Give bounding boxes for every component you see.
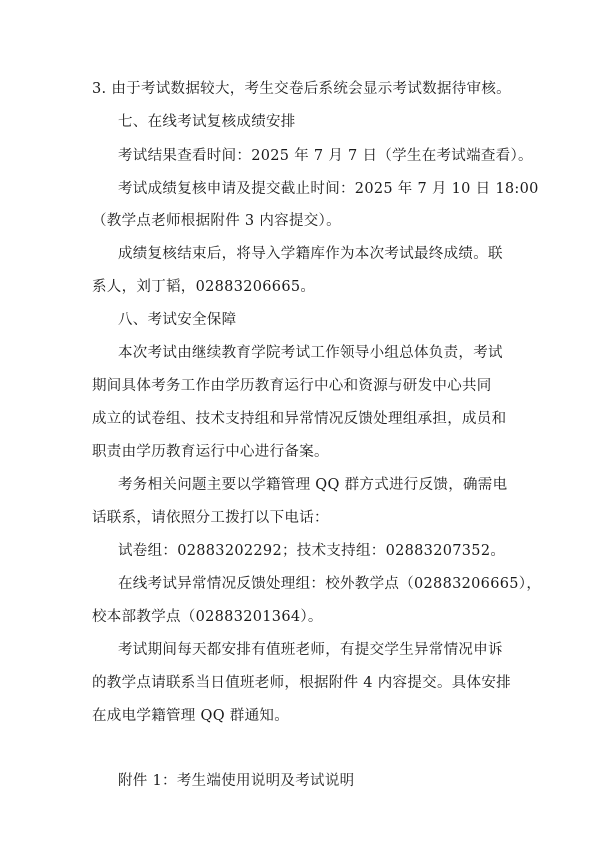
security-para-line: 期间具体考务工作由学历教育运行中心和资源与研发中心共同 bbox=[92, 378, 492, 394]
phone-numbers: 试卷组：02883202292；技术支持组：02883207352。 bbox=[118, 543, 506, 559]
duty-para-line: 考试期间每天都安排有值班老师，有提交学生异常情况申诉 bbox=[118, 642, 503, 658]
security-para-line: 职责由学历教育运行中心进行备案。 bbox=[92, 444, 329, 460]
contact-person: 系人，刘丁韬，02883206665。 bbox=[92, 279, 316, 295]
feedback-para-line: 考务相关问题主要以学籍管理 QQ 群方式进行反馈，确需电 bbox=[118, 477, 508, 493]
section-8-heading: 八、考试安全保障 bbox=[118, 312, 237, 328]
section-7-heading: 七、在线考试复核成绩安排 bbox=[118, 114, 296, 130]
result-view-time: 考试结果查看时间：2025 年 7 月 7 日（学生在考试端查看）。 bbox=[118, 148, 533, 164]
duty-para-line: 在成电学籍管理 QQ 群通知。 bbox=[92, 708, 289, 724]
security-para-line: 成立的试卷组、技术支持组和异常情况反馈处理组承担，成员和 bbox=[92, 411, 507, 427]
campus-point-phone: 校本部教学点（02883201364）。 bbox=[92, 609, 323, 625]
exception-group-phone: 在线考试异常情况反馈处理组：校外教学点（02883206665）， bbox=[118, 576, 542, 592]
security-para-line: 本次考试由继续教育学院考试工作领导小组总体负责，考试 bbox=[118, 345, 503, 361]
feedback-para-line: 话联系，请依照分工拨打以下电话： bbox=[92, 510, 329, 526]
final-score-text: 成绩复核结束后，将导入学籍库作为本次考试最终成绩。联 bbox=[118, 246, 503, 262]
item-3-text: 3. 由于考试数据较大，考生交卷后系统会显示考试数据待审核。 bbox=[92, 81, 511, 97]
review-deadline-note: （教学点老师根据附件 3 内容提交）。 bbox=[92, 213, 341, 229]
attachment-1-line: 附件 1：考生端使用说明及考试说明 bbox=[118, 773, 355, 789]
review-deadline: 考试成绩复核申请及提交截止时间：2025 年 7 月 10 日 18:00 bbox=[118, 181, 539, 197]
duty-para-line: 的教学点请联系当日值班老师，根据附件 4 内容提交。具体安排 bbox=[92, 675, 511, 691]
